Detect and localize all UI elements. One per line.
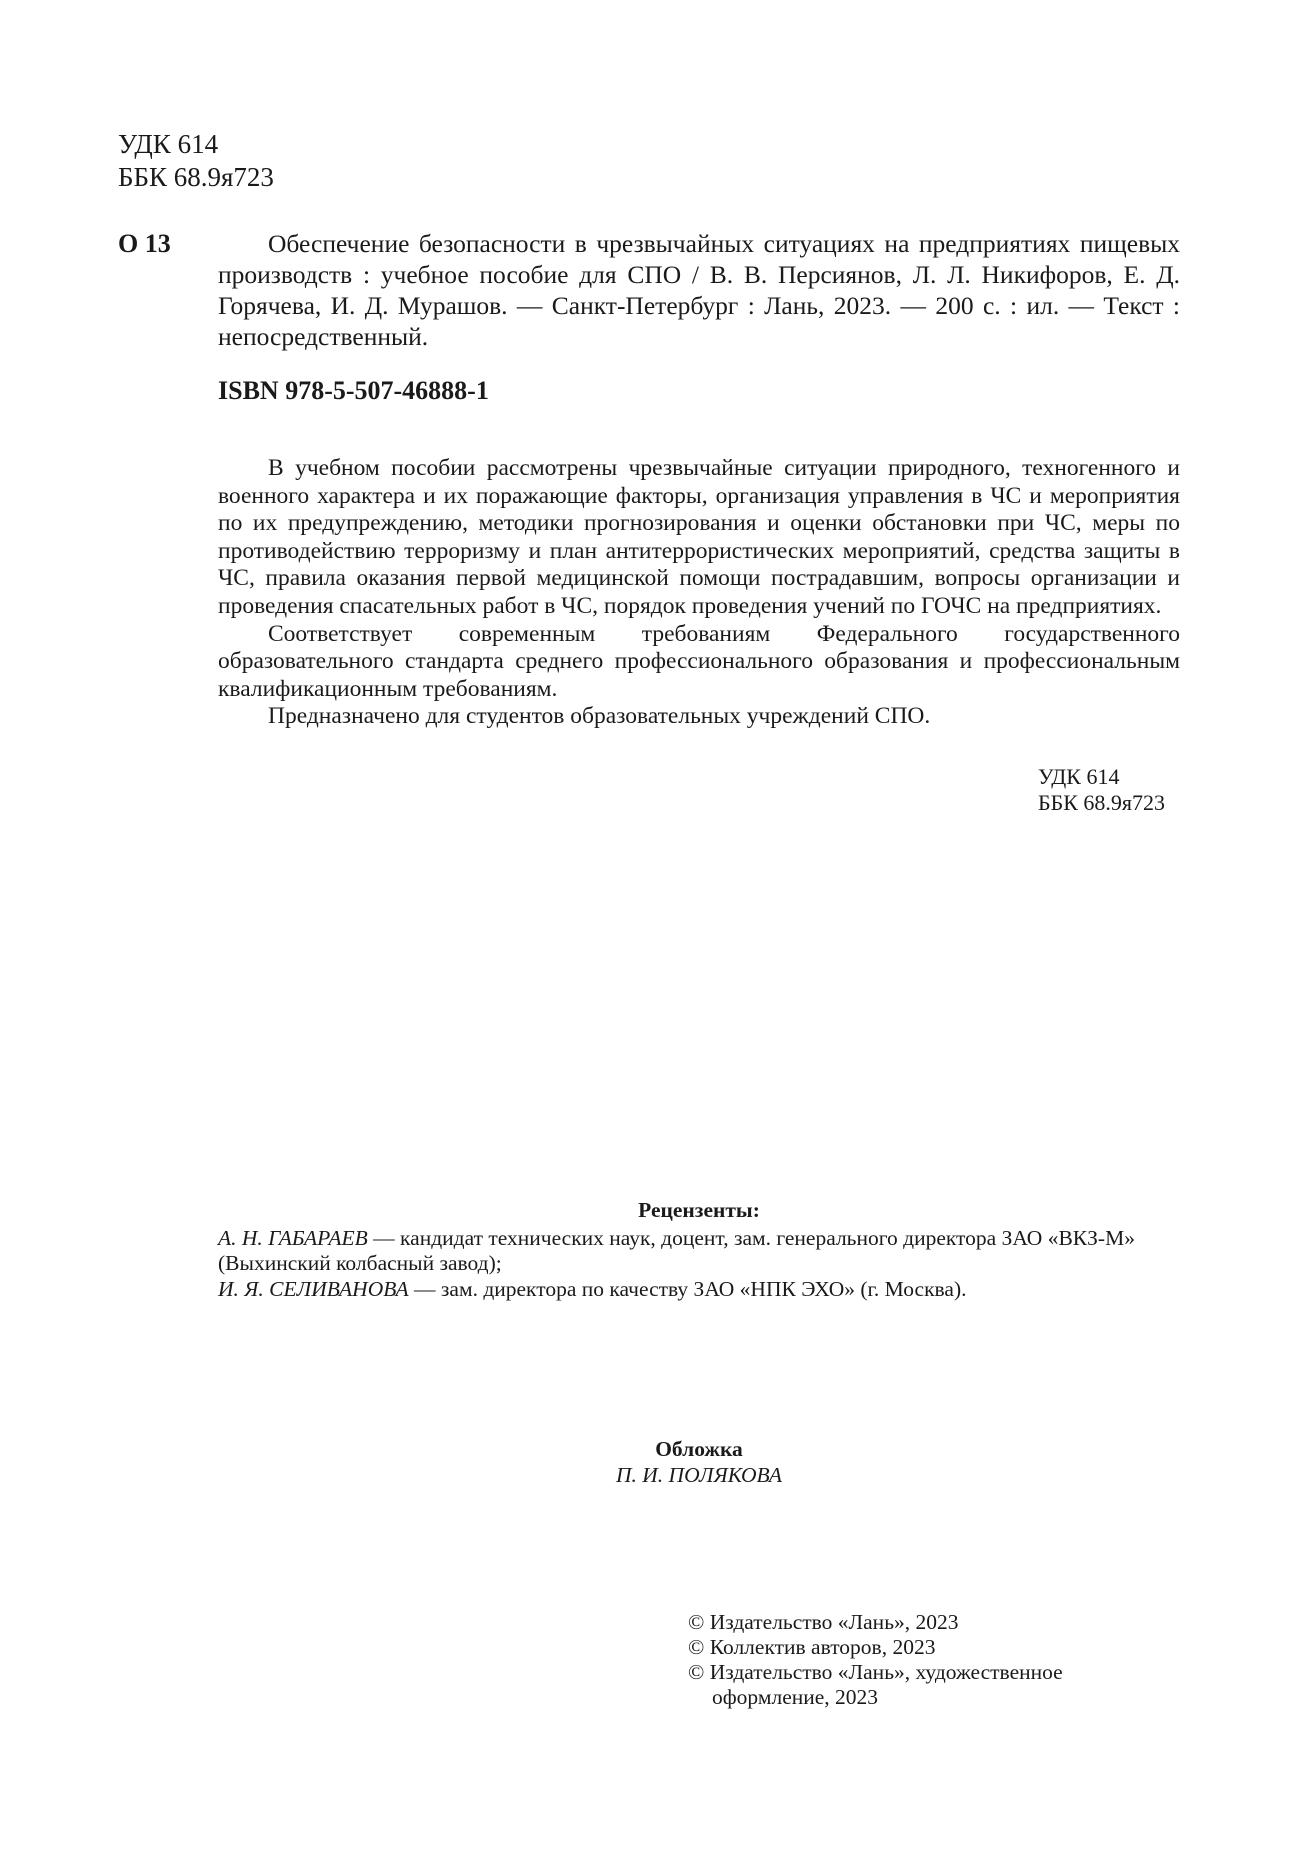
copyright-line: © Коллектив авторов, 2023 [688, 1635, 936, 1659]
reviewers-heading: Рецензенты: [638, 1198, 760, 1222]
author-mark: О 13 [118, 229, 171, 258]
reviewer-entry [218, 1226, 1180, 1277]
classification-footer [1038, 764, 1165, 816]
reviewer-entry [218, 1277, 1180, 1303]
reviewer-name: И. Я. СЕЛИВАНОВА [218, 1276, 409, 1301]
annotation-paragraph: Соответствует современным требованиям Федерального государственного образовательного стандарта среднего профессионального образования и профессиональным квалификационным требованиям. [218, 620, 1180, 702]
isbn: ISBN 978-5-507-46888-1 [218, 376, 489, 405]
bbk-code: ББК 68.9я723 [118, 162, 274, 192]
annotation [218, 455, 1180, 731]
bibliographic-description [218, 228, 1180, 352]
copyright-notice [688, 1610, 1158, 1710]
reviewers-section [218, 1198, 1180, 1302]
bbk-code: ББК 68.9я723 [1037, 790, 1165, 815]
bibliographic-text: Обеспечение безопасности в чрезвычайных ситуациях на предприятиях пищевых производств : учебное пособие для СПО / В. В. Персиянов, Л. Л. Никифоров, Е. Д. Горячева, И. Д. Мурашов. — Санкт-Петербург : Лань, 2023. — 200 с. : ил. — Текст : непосредственный. [218, 229, 1180, 351]
cover-designer: П. И. ПОЛЯКОВА [615, 1463, 782, 1487]
classification-header [118, 128, 274, 194]
reviewer-name: А. Н. ГАБАРАЕВ [218, 1225, 368, 1250]
udk-code: УДК 614 [1037, 764, 1120, 789]
annotation-paragraph: Предназначено для студентов образовательных учреждений СПО. [268, 703, 931, 730]
cover-credit [218, 1436, 1180, 1488]
udk-code: УДК 614 [118, 129, 219, 159]
reviewer-details: — зам. директора по качеству ЗАО «НПК ЭХО» (г. Москва). [408, 1276, 967, 1301]
reviewer-details: — кандидат технических наук, доцент, зам. генерального директора ЗАО «ВКЗ-М» (Выхинский колбасный завод); [218, 1225, 1135, 1275]
annotation-paragraph: В учебном пособии рассмотрены чрезвычайные ситуации природного, техногенного и военного характера и их поражающие факторы, организация управления в ЧС и мероприятия по их предупреждению, методики прогнозирования и оценки обстановки при ЧС, меры по противодействию терроризму и план антитеррористических мероприятий, средства защиты в ЧС, правила оказания первой медицинской помощи пострадавшим, вопросы организации и проведения спасательных работ в ЧС, порядок проведения учений по ГОЧС на предприятиях. [218, 455, 1180, 619]
copyright-line: © Издательство «Лань», художественное оформление, 2023 [688, 1660, 1063, 1709]
copyright-line: © Издательство «Лань», 2023 [688, 1610, 959, 1634]
cover-heading: Обложка [655, 1437, 743, 1461]
